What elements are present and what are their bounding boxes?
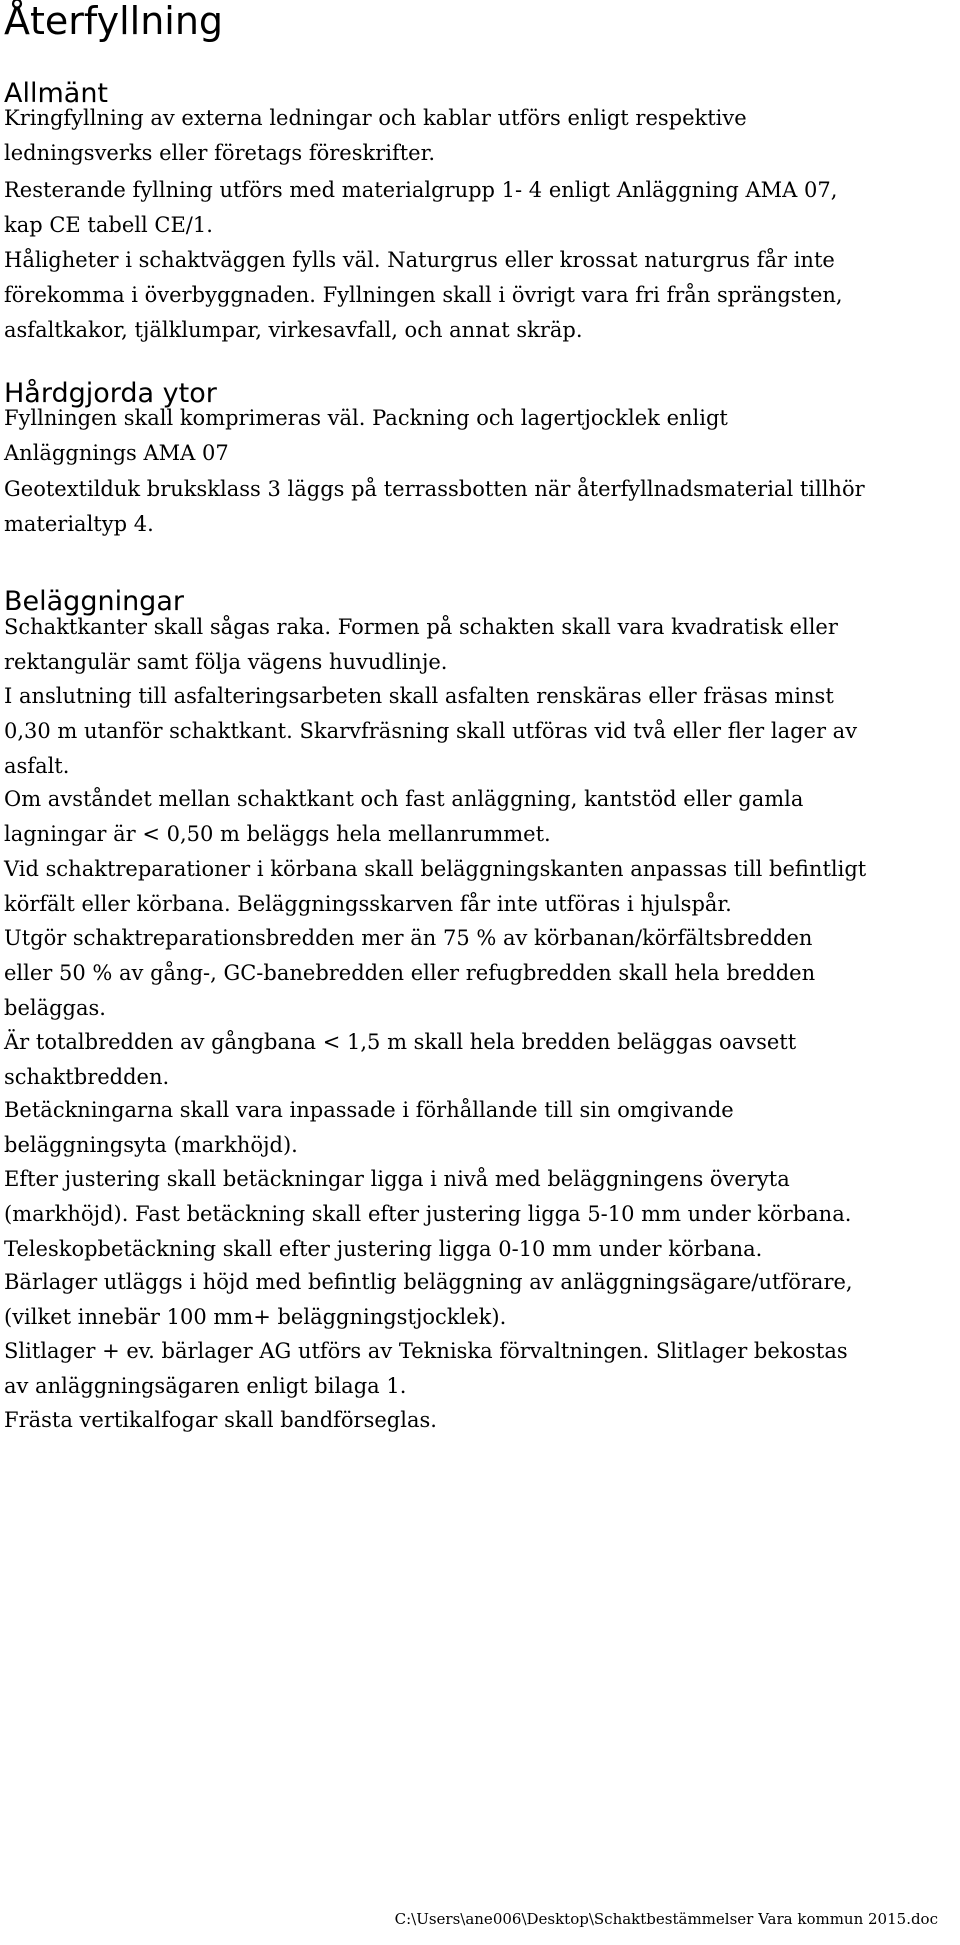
text-line: eller 50 % av gång-, GC-banebredden eller refugbredden skall hela bredden <box>4 961 816 985</box>
paragraph <box>4 1025 949 1095</box>
paragraph <box>4 1093 949 1163</box>
paragraph <box>4 610 949 680</box>
paragraph <box>4 401 949 471</box>
paragraph <box>4 173 949 243</box>
document-path-footer: C:\Users\ane006\Desktop\Schaktbestämmelser Vara kommun 2015.doc <box>394 1910 938 1928</box>
text-line: Efter justering skall betäckningar ligga i nivå med beläggningens överyta <box>4 1167 790 1191</box>
paragraph <box>4 1265 949 1335</box>
text-line: Schaktkanter skall sågas raka. Formen på schakten skall vara kvadratisk eller <box>4 615 838 639</box>
text-line: I anslutning till asfalteringsarbeten skall asfalten renskäras eller fräsas minst <box>4 684 834 708</box>
paragraph <box>4 1334 949 1404</box>
paragraph <box>4 782 949 852</box>
paragraph <box>4 921 949 1026</box>
text-line: beläggningsyta (markhöjd). <box>4 1133 298 1157</box>
paragraph <box>4 101 949 171</box>
text-line: förekomma i överbyggnaden. Fyllningen skall i övrigt vara fri från sprängsten, <box>4 283 843 307</box>
text-line: Vid schaktreparationer i körbana skall beläggningskanten anpassas till befintligt <box>4 857 867 881</box>
text-line: asfaltkakor, tjälklumpar, virkesavfall, och annat skräp. <box>4 318 583 342</box>
text-line: Håligheter i schaktväggen fylls väl. Naturgrus eller krossat naturgrus får inte <box>4 248 835 272</box>
text-line: Kringfyllning av externa ledningar och kablar utförs enligt respektive <box>4 106 747 130</box>
text-line: asfalt. <box>4 754 70 778</box>
text-line: materialtyp 4. <box>4 512 154 536</box>
section-heading-belaggningar: Beläggningar <box>4 586 184 617</box>
text-line: 0,30 m utanför schaktkant. Skarvfräsning skall utföras vid två eller fler lager av <box>4 719 858 743</box>
section-heading-hardgjorda-ytor: Hårdgjorda ytor <box>4 378 217 409</box>
text-line: körfält eller körbana. Beläggningsskarven får inte utföras i hjulspår. <box>4 892 732 916</box>
paragraph <box>4 679 949 784</box>
text-line: Fyllningen skall komprimeras väl. Packning och lagertjocklek enligt <box>4 406 728 430</box>
text-line: ledningsverks eller företags föreskrifter. <box>4 141 436 165</box>
text-line: beläggas. <box>4 996 106 1020</box>
text-line: Resterande fyllning utförs med materialgrupp 1- 4 enligt Anläggning AMA 07, <box>4 178 838 202</box>
text-line: Frästa vertikalfogar skall bandförseglas. <box>4 1408 437 1432</box>
text-line: Är totalbredden av gångbana < 1,5 m skall hela bredden beläggas oavsett <box>4 1030 797 1054</box>
document-title: Återfyllning <box>4 0 224 43</box>
paragraph <box>4 852 949 922</box>
text-line: (markhöjd). Fast betäckning skall efter justering ligga 5-10 mm under körbana. <box>4 1202 852 1226</box>
paragraph <box>4 1232 949 1267</box>
text-line: av anläggningsägaren enligt bilaga 1. <box>4 1374 407 1398</box>
text-line: (vilket innebär 100 mm+ beläggningstjocklek). <box>4 1305 507 1329</box>
text-line: Betäckningarna skall vara inpassade i förhållande till sin omgivande <box>4 1098 734 1122</box>
paragraph <box>4 472 949 542</box>
text-line: Slitlager + ev. bärlager AG utförs av Tekniska förvaltningen. Slitlager bekostas <box>4 1339 848 1363</box>
text-line: Bärlager utläggs i höjd med befintlig beläggning av anläggningsägare/utförare, <box>4 1270 853 1294</box>
text-line: Anläggnings AMA 07 <box>4 441 229 465</box>
section-heading-allmant: Allmänt <box>4 78 109 109</box>
text-line: lagningar är < 0,50 m beläggs hela mellanrummet. <box>4 822 551 846</box>
text-line: schaktbredden. <box>4 1065 170 1089</box>
text-line: Om avståndet mellan schaktkant och fast anläggning, kantstöd eller gamla <box>4 787 804 811</box>
paragraph <box>4 1403 949 1438</box>
paragraph <box>4 243 949 348</box>
text-line: Geotextilduk bruksklass 3 läggs på terrassbotten när återfyllnadsmaterial tillhör <box>4 477 865 501</box>
text-line: rektangulär samt följa vägens huvudlinje. <box>4 650 448 674</box>
text-line: Utgör schaktreparationsbredden mer än 75 % av körbanan/körfältsbredden <box>4 926 813 950</box>
text-line: Teleskopbetäckning skall efter justering ligga 0-10 mm under körbana. <box>4 1237 763 1261</box>
paragraph <box>4 1162 949 1232</box>
text-line: kap CE tabell CE/1. <box>4 213 213 237</box>
